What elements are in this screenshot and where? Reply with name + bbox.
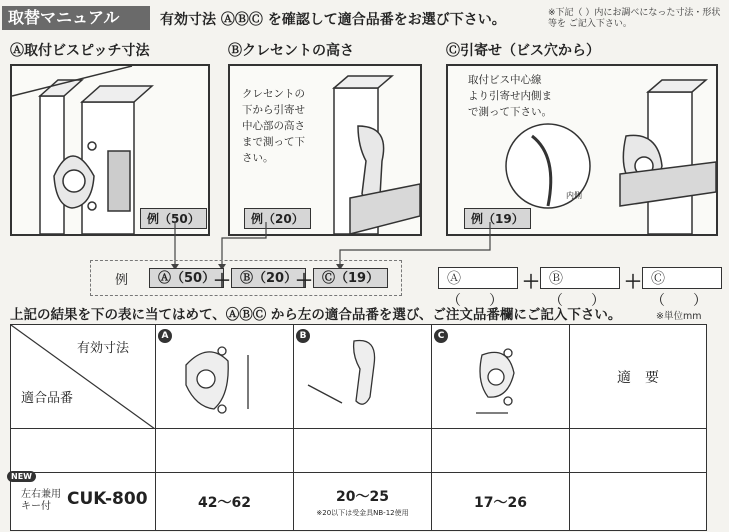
crescent-c-icon xyxy=(432,325,568,425)
plus-sign: ＋ xyxy=(624,272,642,293)
blank-b-field[interactable]: Ⓑ（ ） xyxy=(540,267,620,289)
header-note: ※下記（ ）内にお調べになった寸法・形状等を ご記入下さい。 xyxy=(548,8,721,29)
matching-model-label: 適合品番 xyxy=(21,391,74,406)
badge-a: A xyxy=(158,329,172,343)
panel-c-instructions: 取付ビス中心線 より引寄せ内側ま で測って下さい。 xyxy=(468,74,552,118)
crescent-a-icon xyxy=(156,325,292,425)
col-b-header xyxy=(294,325,432,429)
section-c-label: Ⓒ引寄せ（ビス穴から） xyxy=(446,43,600,59)
title-subtitle: 有効寸法 ⒶⒷⒸ を確認して適合品番をお選び下さい。 xyxy=(160,12,506,28)
plus-sign: ＋ xyxy=(522,272,540,293)
example-item-a: Ⓐ（50） xyxy=(149,268,224,288)
plus-sign: ＋ xyxy=(295,271,313,292)
inside-callout: 内側 xyxy=(566,191,582,200)
value-a: 42～62 xyxy=(156,473,294,531)
unit-note: ※単位mm xyxy=(656,311,702,322)
value-b-cell xyxy=(294,473,432,531)
section-a-label: Ⓐ取付ビスピッチ寸法 xyxy=(10,43,150,59)
manual-title: 取替マニュアル xyxy=(2,6,150,30)
value-b: 20～25 xyxy=(336,488,389,505)
example-item-c: Ⓒ（19） xyxy=(313,268,388,288)
example-prefix: 例 xyxy=(115,273,129,288)
remarks-header: 適 要 xyxy=(570,325,707,429)
spec-table xyxy=(10,324,707,531)
badge-b: B xyxy=(296,329,310,343)
example-b: 例（20） xyxy=(244,208,311,229)
product-row-cuk-800 xyxy=(11,473,707,531)
diagonal-header-cell xyxy=(11,325,156,429)
example-c: 例（19） xyxy=(464,208,531,229)
new-badge: NEW xyxy=(7,471,36,482)
table-header-row xyxy=(11,325,707,429)
blank-a-field[interactable]: Ⓐ（ ） xyxy=(438,267,518,289)
effective-dimension-label: 有効寸法 xyxy=(77,341,130,356)
example-item-b: Ⓑ（20） xyxy=(231,268,306,288)
crescent-b-icon xyxy=(294,325,430,425)
table-instruction: 上記の結果を下の表に当てはめて、ⒶⒷⒸ から左の適合品番を選び、ご注文品番欄にご記入下さい。 xyxy=(10,307,622,323)
empty-row xyxy=(11,429,707,473)
blank-c-field[interactable]: Ⓒ（ ） xyxy=(642,267,722,289)
panel-b-instructions: クレセントの 下から引寄せ 中心部の高さ まで測って下 さい。 xyxy=(242,88,305,164)
section-b-label: Ⓑクレセントの高さ xyxy=(228,43,354,59)
product-cell xyxy=(11,473,156,531)
example-equation xyxy=(90,260,402,296)
plus-sign: ＋ xyxy=(213,271,231,292)
product-prefix: 左右兼用 キー付 xyxy=(21,489,61,512)
col-c-header xyxy=(432,325,570,429)
remarks-cell xyxy=(570,473,707,531)
badge-c: C xyxy=(434,329,448,343)
value-b-note: ※20以下は受金具NB-12使用 xyxy=(316,508,409,517)
col-a-header xyxy=(156,325,294,429)
value-c: 17～26 xyxy=(432,473,570,531)
example-a: 例（50） xyxy=(140,208,207,229)
product-model: CUK-800 xyxy=(67,489,148,509)
